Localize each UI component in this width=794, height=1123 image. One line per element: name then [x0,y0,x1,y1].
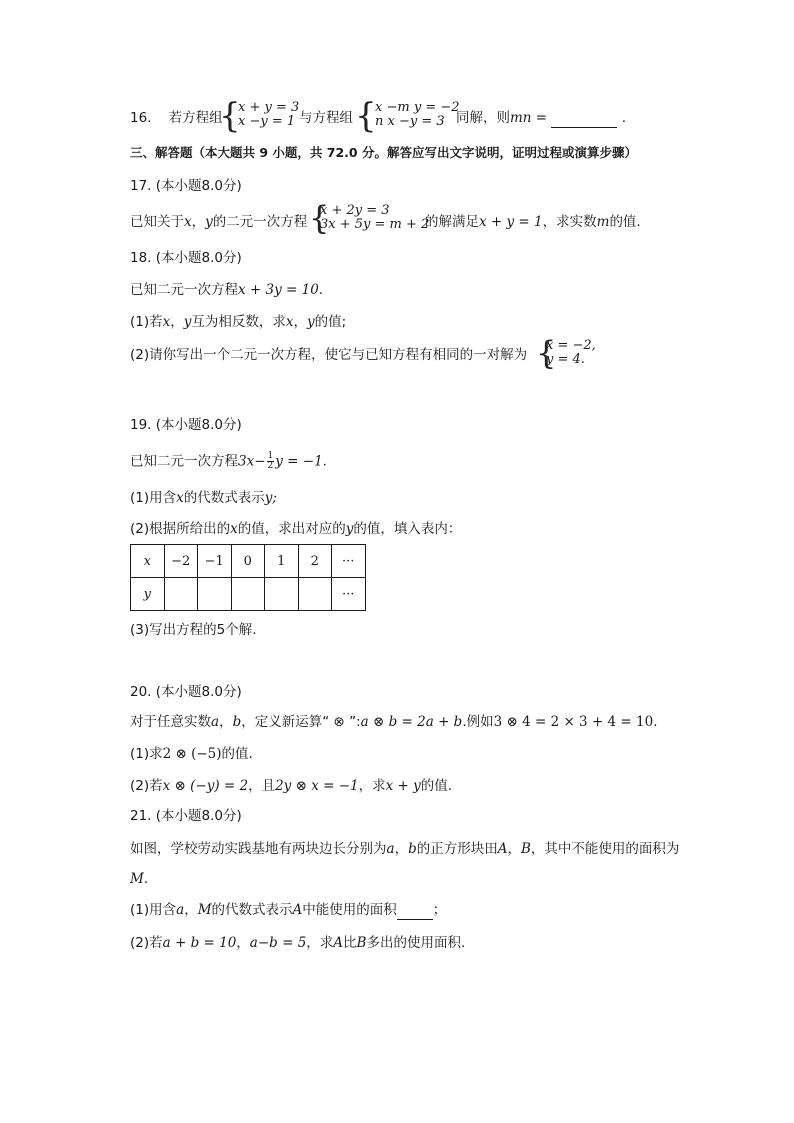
q19-line1 [130,452,327,471]
q18-line1 [130,281,323,299]
q17-var-x: x [184,214,192,230]
q16-tail-text: 同解，则 [456,110,510,126]
q18-p1-y2: y [307,314,315,330]
table-cell: 0 [231,545,265,578]
q20-p1-b: 的值. [221,746,253,762]
q18-p1-a: (1)若 [130,314,163,330]
q21-answer-blank [397,901,433,920]
q18-header: 18. (本小题8.0分) [130,250,242,266]
q17-text-b: 的二元一次方程 [212,214,308,230]
q16-answer-blank [551,109,617,128]
q17-brace: { [309,199,330,237]
q16-middle: 与方程组 [299,110,353,126]
q19-p2-b: 的值，求出对应的 [237,521,346,537]
q18-part1 [130,313,346,331]
q19-line1-end: . [322,453,327,470]
q19-p2-a: (2)根据所给出的 [130,521,231,537]
q21-p1-end: ； [432,902,447,918]
q21-p2-m1: a + b = 10 [162,935,237,951]
q21-header: 21. (本小题8.0分) [130,808,242,824]
q19-header: 19. (本小题8.0分) [130,417,242,433]
table-cell: 1 [265,545,299,578]
q17-text-d: ，求实数 [542,214,597,230]
q21-var-B: B [520,841,531,857]
q20-p2-m1: x ⊗ (−y) = 2 [162,778,249,794]
q20-line1-c: ，定义新运算“ ⊗ ”: [241,714,361,730]
q21-part1 [130,901,446,920]
q16-brace-1: { [219,96,241,136]
q19-part1 [130,489,277,507]
q16-line [130,109,223,127]
q20-var-b: b [232,714,242,730]
q18-line1-end: . [318,282,324,298]
q20-header: 20. (本小题8.0分) [130,684,242,700]
table-cell: ··· [332,545,366,578]
table-cell-blank [198,578,232,611]
q17-comma: ， [191,214,206,230]
q20-p2-a: (2)若 [130,778,163,794]
q20-line1-end: . [653,714,658,730]
q21-part2 [130,934,465,952]
q20-p2-d: 的值. [420,778,453,794]
q18-sol1: x = −2, [546,338,596,353]
q21-p1-d: 中能使用的面积 [302,902,397,918]
q20-p1-a: (1)求 [130,746,163,762]
q19-line1-text: 已知二元一次方程 [130,453,238,470]
q21-line1-e: ，其中不能使用的面积为 [530,841,680,857]
q20-p2-m2: 2y ⊗ x = −1 [275,778,359,794]
q19-frac-num: 1 [267,451,274,461]
q21-p2-a: (2)若 [130,935,163,951]
q18-p1-e: 的值; [314,314,347,330]
table-cell: ··· [332,578,366,611]
table-cell: −1 [198,545,232,578]
q21-var-a: a [386,841,395,857]
q18-part2: (2)请你写出一个二元一次方程，使它与已知方程有相同的一对解为 [130,347,528,363]
q17-cond: x + y = 1 [479,214,543,230]
table-cell: −2 [164,545,198,578]
q21-p2-var-B: B [356,935,367,951]
q20-p1-math: 2 ⊗ (−5) [162,746,222,762]
q21-p2-d: 比 [343,935,357,951]
q17-header: 17. (本小题8.0分) [130,178,242,194]
q19-p1-y: y; [264,490,277,506]
q18-sol2: y = 4. [546,352,585,367]
q21-line2-end: . [143,871,149,887]
table-cell-blank [231,578,265,611]
q18-p1-d: ， [293,314,308,330]
q20-part1 [130,745,253,763]
q21-p2-e: 多出的使用面积. [366,935,466,951]
q16-tail-math: mn = [510,110,548,126]
q21-var-b: b [408,841,417,857]
q18-p1-c: 互为相反数，求 [191,314,286,330]
q20-line1 [130,713,658,731]
q20-line1-b: ， [219,714,233,730]
q21-p1-var-a: a [176,902,185,918]
q18-p1-b: ， [170,314,184,330]
q21-var-M: M [130,871,144,887]
q21-p2-var-A: A [333,935,344,951]
q16-end: . [621,110,626,126]
q17-text-a: 已知关于 [130,214,184,230]
q16-sys1-eq1: x + y = 3 [238,100,300,115]
q20-line1-d: .例如 [462,714,494,730]
q18-p1-x: x [162,314,171,330]
q19-part3: (3)写出方程的5个解. [130,622,257,638]
q21-p1-c: 的代数式表示 [211,902,293,918]
q19-math-a: 3x− [238,453,266,470]
q16-lead: 若方程组 [168,110,223,126]
table-cell-blank [265,578,299,611]
q20-line1-a: 对于任意实数 [130,714,211,730]
q17-eq2: 3x + 5y = m + 2 [320,217,430,232]
q21-p2-c: ，求 [306,935,334,951]
q16-brace-2: { [355,96,377,136]
q17-text-e: 的值. [609,214,641,230]
q20-p2-c: ，求 [358,778,386,794]
q17-var-m: m [596,214,610,230]
q19-p1-b: 的代数式表示 [183,490,265,506]
q21-p2-b: ， [236,935,250,951]
q20-p2-m3: x + y [385,778,421,794]
table-cell-blank [164,578,198,611]
q21-p1-var-M: M [197,902,212,918]
q19-fraction [267,452,275,471]
q21-line2 [130,870,148,888]
table-header-y: y [131,578,165,611]
q17-eq1: x + 2y = 3 [320,203,390,218]
q18-p1-y: y [183,314,192,330]
q20-example: 3 ⊗ 4 = 2 × 3 + 4 = 10 [493,714,654,730]
q21-line1-b: ， [394,841,409,857]
table-cell-blank [298,578,332,611]
q18-line1-text: 已知二元一次方程 [130,282,238,298]
table-row-y [131,578,366,611]
q21-line1 [130,840,679,858]
q17-line [130,213,307,231]
q17-var-y: y [205,214,213,230]
q20-definition: a ⊗ b = 2a + b [360,714,463,730]
q21-p1-var-A: A [292,902,303,918]
q16-number: 16. [130,110,152,126]
q16-sys2-eq2: n x −y = 3 [375,114,445,129]
q20-var-a: a [211,714,220,730]
q19-value-table [130,544,366,611]
q21-line1-a: 如图，学校劳动实践基地有两块边长分别为 [130,841,387,857]
table-header-x: x [131,545,165,578]
q20-part2 [130,777,452,795]
q19-p1-x: x [176,490,184,506]
q19-p2-y: y [345,521,354,537]
q17-text-c: 的解满足 [425,214,479,230]
table-cell: 2 [298,545,332,578]
q16-sys1-eq2: x −y = 1 [238,114,296,129]
q16-tail [456,109,626,128]
q18-line1-math: x + 3y = 10 [238,282,319,298]
q19-math-b: y = −1 [275,453,323,470]
q19-frac-den: 2 [267,461,274,471]
q21-p1-b: ， [184,902,198,918]
q21-line1-c: 的正方形块田 [416,841,498,857]
q21-p2-m2: a−b = 5 [249,935,307,951]
q20-p2-b: ，且 [248,778,276,794]
section-title: 三、解答题（本大题共 9 小题，共 72.0 分。解答应写出文字说明，证明过程或演算步骤） [130,145,637,160]
q19-p2-c: 的值，填入表内： [353,521,462,537]
q16-sys2-eq1: x −m y = −2 [375,100,460,115]
q21-p1-a: (1)用含 [130,902,177,918]
q21-var-A: A [497,841,508,857]
q18-brace: { [536,334,557,372]
q17-line-tail [425,213,641,231]
q19-part2 [130,520,461,538]
q21-line1-d: ， [507,841,521,857]
q19-p2-x: x [230,521,238,537]
q19-p1-a: (1)用含 [130,490,177,506]
q18-p1-x2: x [285,314,294,330]
table-row-x [131,545,366,578]
